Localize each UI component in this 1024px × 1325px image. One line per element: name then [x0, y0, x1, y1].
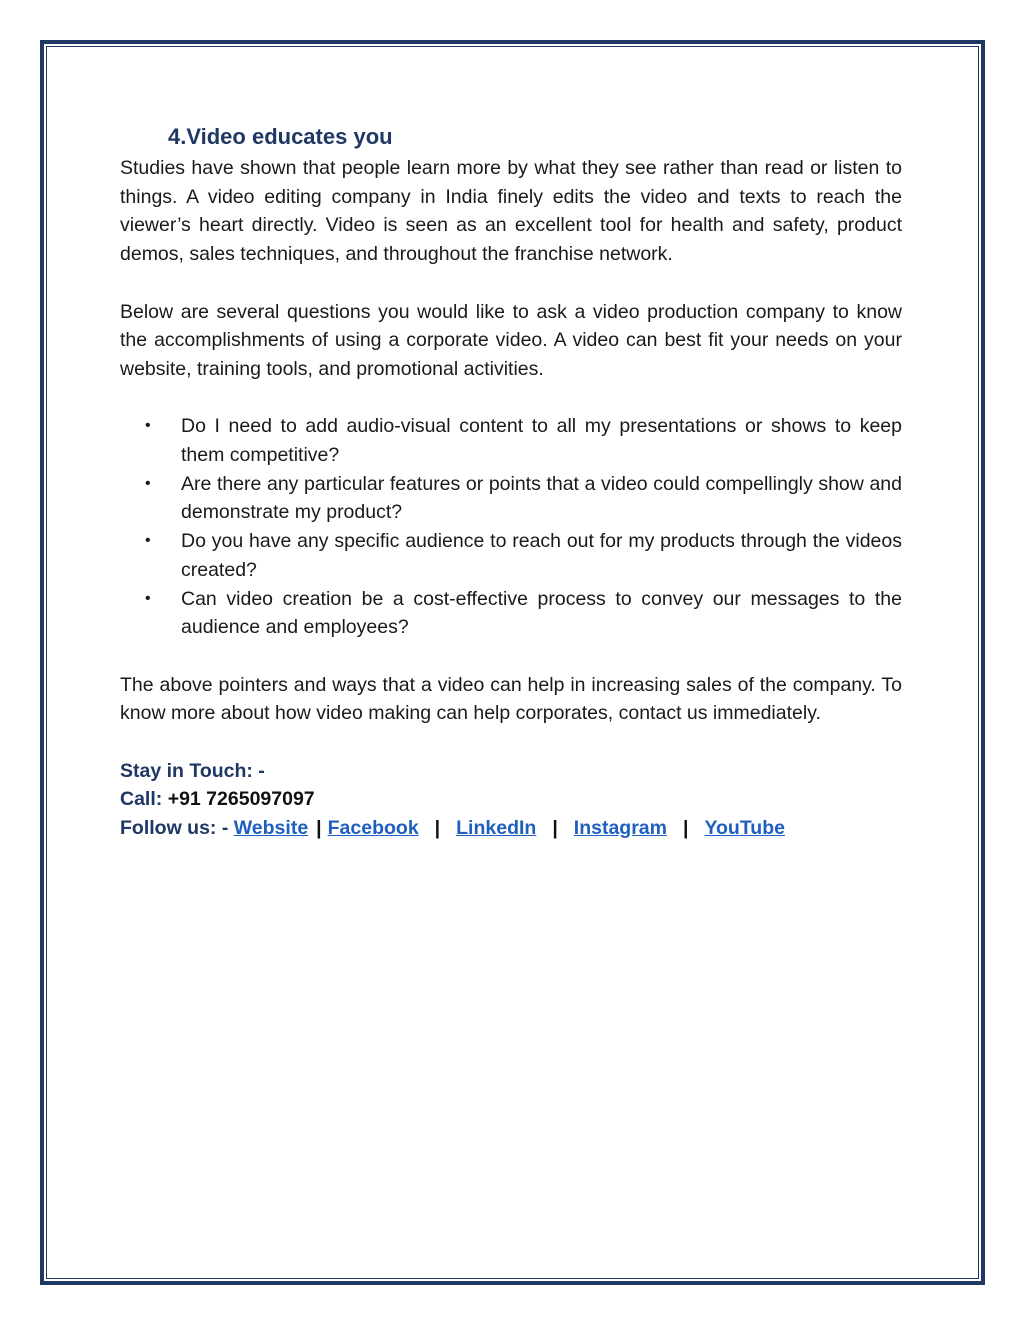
follow-us-label: Follow us: -: [120, 817, 229, 840]
call-label: Call:: [120, 788, 163, 811]
list-item-text: Do you have any specific audience to reach out for my products through the videos created?: [181, 530, 902, 581]
link-separator: |: [682, 817, 689, 840]
bullet-icon: •: [145, 532, 151, 550]
link-separator: |: [434, 817, 441, 840]
list-item-text: Can video creation be a cost-effective process to convey our messages to the audience and employees?: [181, 587, 902, 639]
paragraph-gap: [120, 642, 902, 671]
bullet-icon: •: [145, 474, 151, 492]
website-link[interactable]: Website: [233, 817, 309, 840]
paragraph-questions-intro: Below are several questions you would like to ask a video production company to know the accomplishments of using a corporate video. A video can best fit your needs on your website, training tools, and promotional activities.: [120, 300, 902, 380]
paragraph-closing: The above pointers and ways that a video can help in increasing sales of the company. To know more about how video making can help corporates, contact us immediately.: [120, 673, 902, 725]
linkedin-link[interactable]: LinkedIn: [456, 817, 537, 840]
bullet-icon: •: [145, 417, 151, 435]
link-separator: |: [552, 817, 558, 840]
question-list: [120, 412, 902, 642]
paragraph-intro: Studies have shown that people learn more by what they see rather than read or listen to things. A video editing company in India finely edits the video and texts to reach the viewer’s heart directly. Video is seen as an excellent tool for health and safety, product demos, sales techniques, and throughout the franchise network.: [120, 157, 902, 266]
list-item-text: Are there any particular features or points that a video could compellingly show and demonstrate my product?: [181, 472, 902, 524]
instagram-link[interactable]: Instagram: [573, 817, 667, 840]
section-heading: 4.Video educates you: [168, 124, 393, 149]
link-separator: |: [316, 817, 322, 840]
paragraph-gap: [120, 384, 902, 413]
bullet-icon: •: [145, 589, 151, 607]
phone-number: +91 7265097097: [167, 788, 315, 811]
list-item: [120, 527, 902, 584]
follow-us-line: [120, 814, 902, 843]
paragraph-gap: [120, 269, 902, 298]
call-line: [120, 785, 902, 814]
facebook-link[interactable]: Facebook: [327, 817, 419, 840]
list-item: [120, 585, 902, 642]
youtube-link[interactable]: YouTube: [704, 817, 785, 840]
paragraph-gap: [120, 728, 902, 757]
list-item: [120, 470, 902, 527]
list-item-text: Do I need to add audio-visual content to all my presentations or shows to keep them competitive?: [181, 415, 902, 466]
document-body: [120, 120, 902, 843]
list-item: [120, 412, 902, 469]
stay-in-touch-heading: Stay in Touch: -: [120, 759, 265, 782]
